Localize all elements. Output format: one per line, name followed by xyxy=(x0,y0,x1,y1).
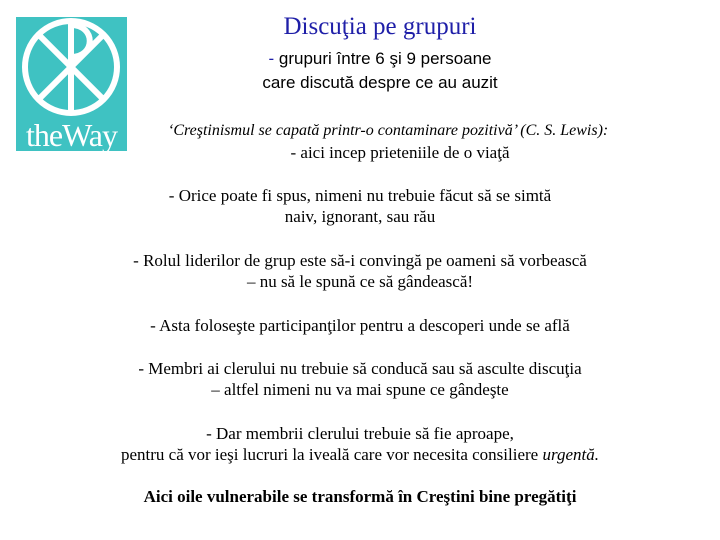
point-clergy-near-2-text: pentru că vor ieşi lucruri la iveală care vor necesita consiliere xyxy=(120,445,543,464)
page-title: Discuţia pe grupuri xyxy=(283,13,477,40)
conclusion: Aici oile vulnerabile se transformă în Creştini bine pregătiţi xyxy=(143,487,577,506)
point-anything-said-1: - Orice poate fi spus, nimeni nu trebuie făcut să se simtă xyxy=(168,186,552,205)
subtitle-text-1: grupuri între 6 şi 9 persoane xyxy=(278,49,492,68)
point-leaders-role-1: - Rolul liderilor de grup este să-i convingă pe oameni să vorbească xyxy=(133,251,587,270)
subtitle-dash: - xyxy=(268,49,275,68)
the-way-logo xyxy=(16,17,127,151)
point-clergy-near-2 xyxy=(0,445,720,465)
logo-text: theWay xyxy=(26,117,117,153)
subtitle-line-2: care discută despre ce au auzit xyxy=(262,73,498,92)
point-friendships: - aici incep prieteniile de o viaţă xyxy=(290,143,510,162)
point-leaders-role-2: – nu să le spună ce să gândească! xyxy=(246,272,474,291)
subtitle-line-1 xyxy=(200,49,560,69)
chi-rho-icon xyxy=(16,17,127,121)
point-clergy-1: - Membri ai clerului nu trebuie să conducă sau să asculte discuţia xyxy=(138,359,582,378)
point-anything-said-2: naiv, ignorant, sau rău xyxy=(284,207,436,226)
point-clergy-near-1: - Dar membrii clerului trebuie să fie aproape, xyxy=(206,424,514,443)
point-helps-participants: - Asta foloseşte participanţilor pentru a descoperi unde se află xyxy=(150,316,570,335)
point-clergy-2: – altfel nimeni nu va mai spune ce gândeşte xyxy=(211,380,509,399)
lewis-quote: ‘Creştinismul se capată printr-o contaminare pozitivă’ (C. S. Lewis): xyxy=(168,122,609,139)
urgent-emphasis: urgentă. xyxy=(542,445,599,464)
